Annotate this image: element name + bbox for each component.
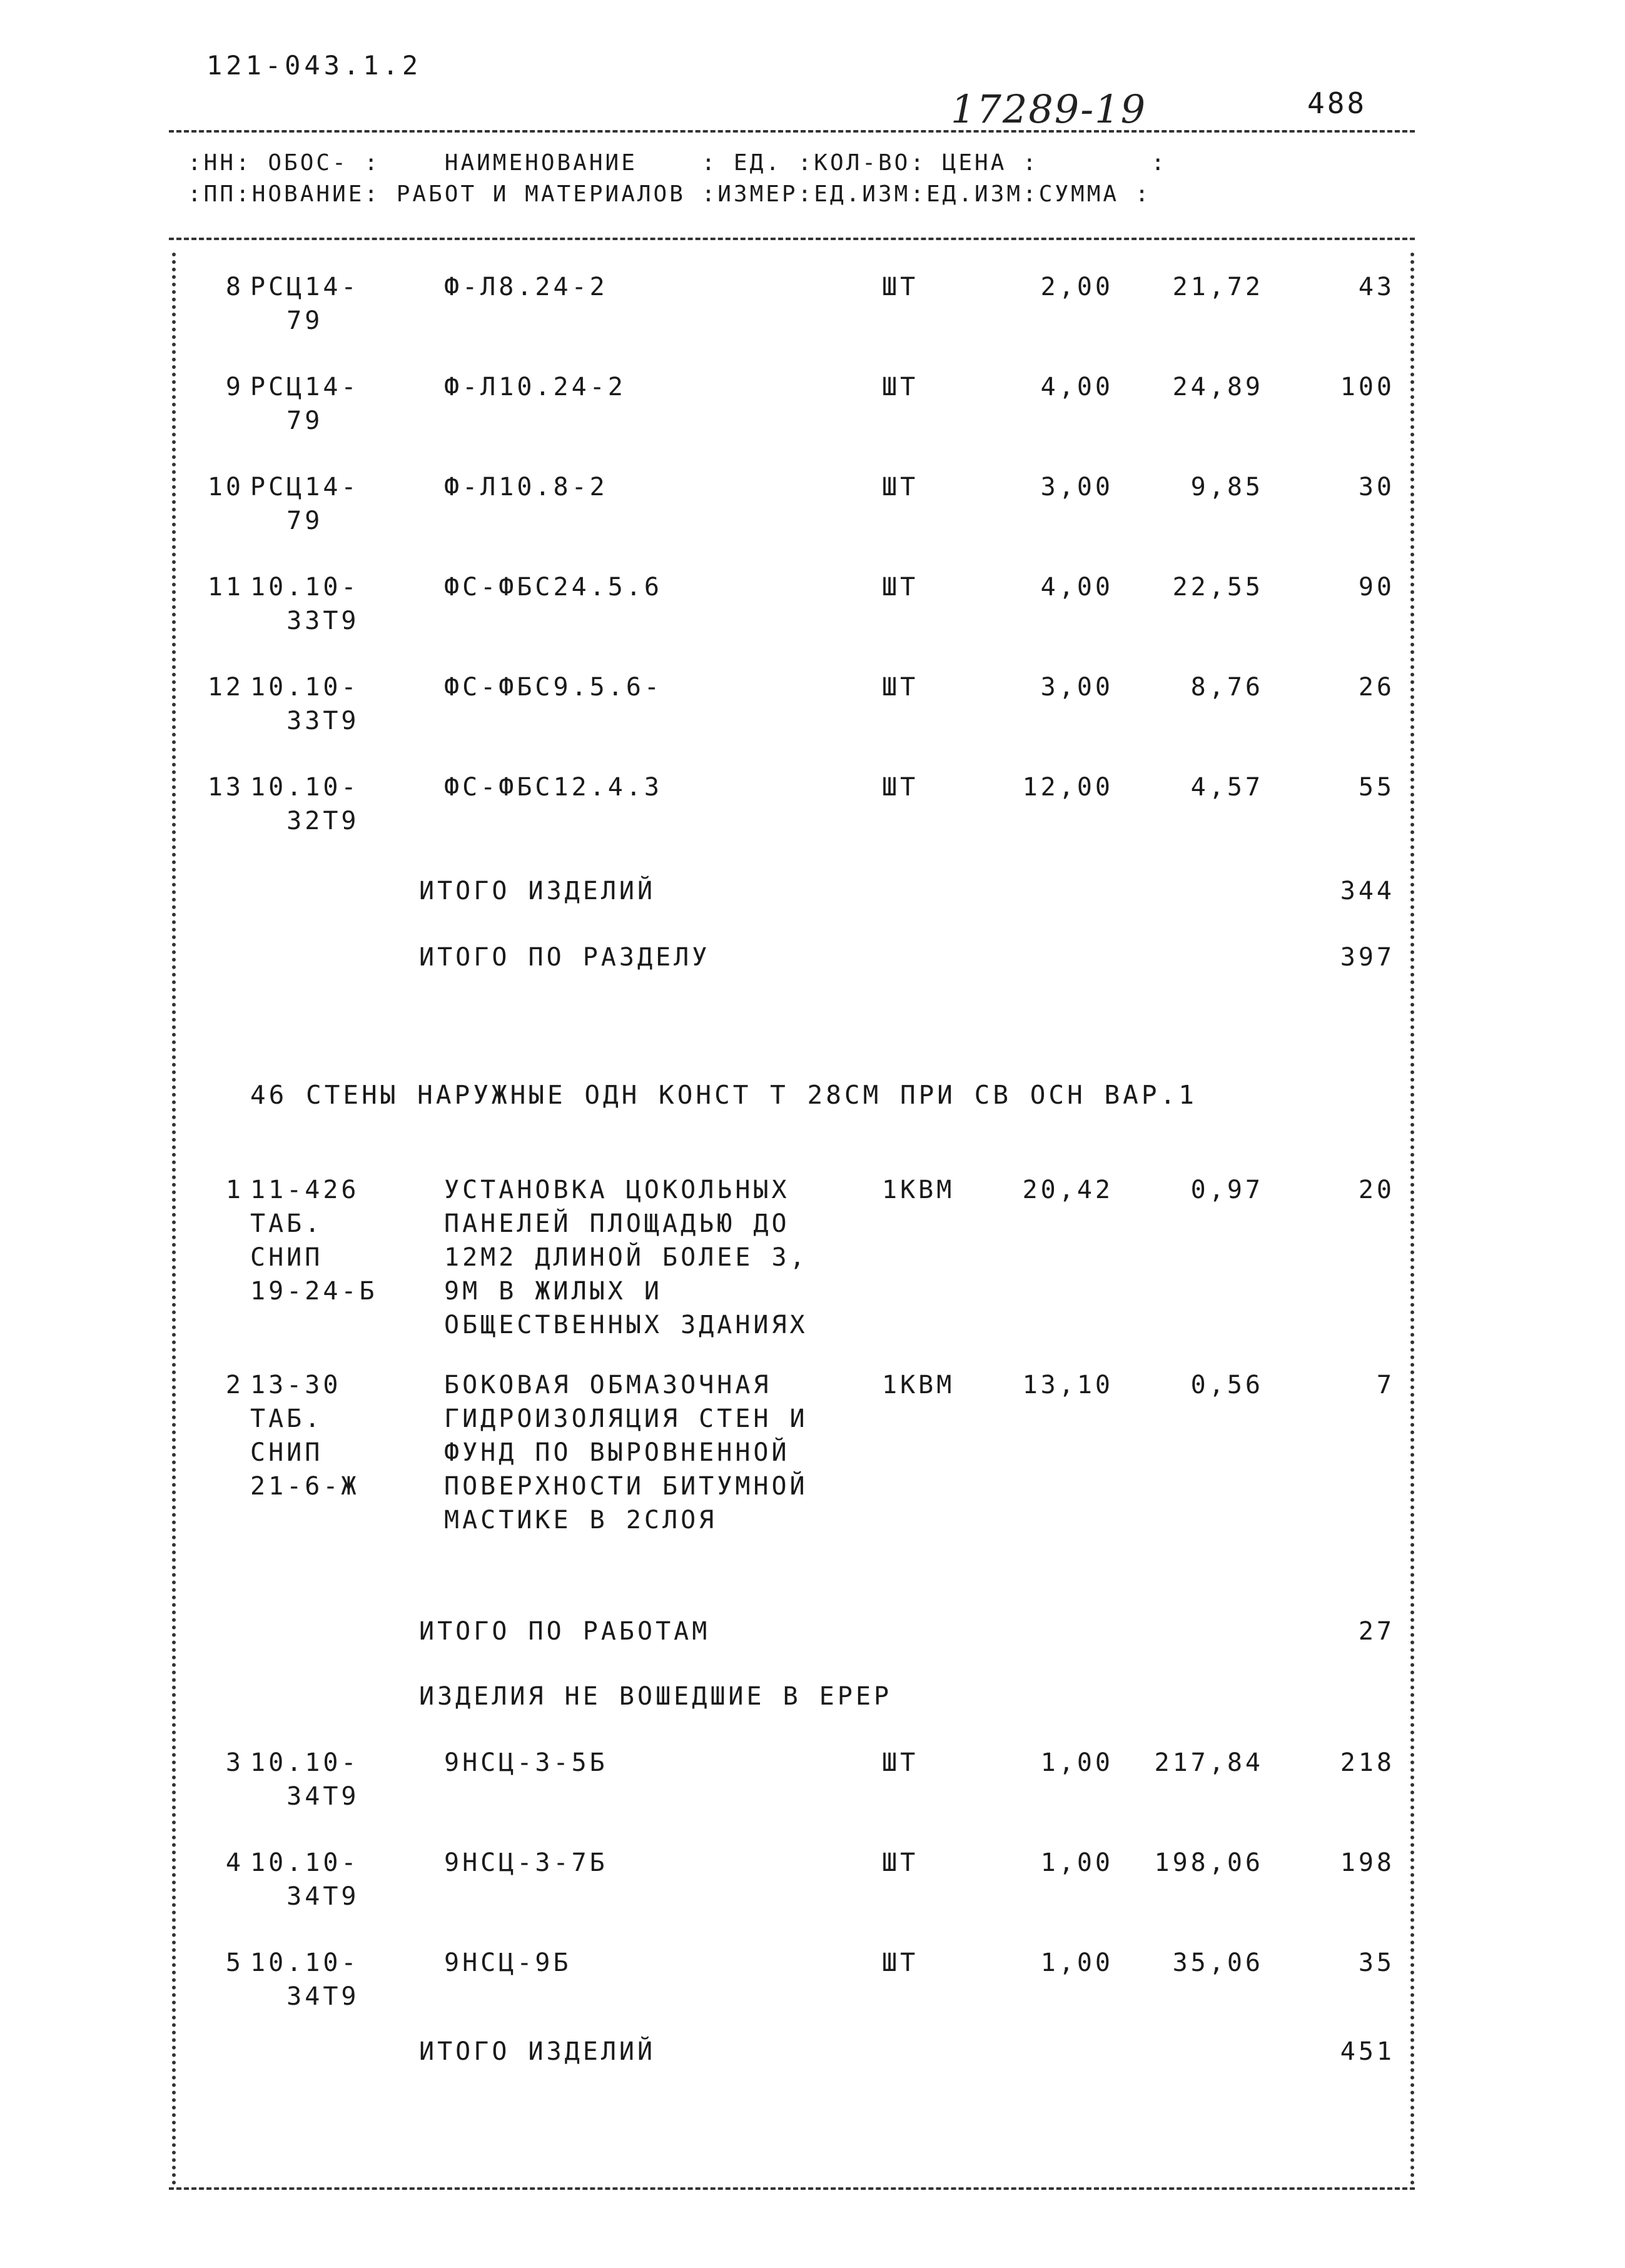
justification-code: РСЦ14- 79 [250,473,360,535]
item-name: ФС-ФБС12.4.3 [444,773,662,802]
item-name: ФС-ФБС24.5.6 [444,573,662,602]
total-sum: 27 [1358,1617,1395,1646]
row-sum: 198 [1340,1848,1395,1877]
row-number: 4 [225,1848,244,1877]
row-number: 3 [225,1748,244,1777]
unit: ШТ [882,473,919,501]
row-sum: 30 [1358,473,1395,501]
row-sum: 218 [1340,1748,1395,1777]
total-label: ИТОГО ИЗДЕЛИЙ [419,877,656,905]
justification-code: РСЦ14- 79 [250,273,360,335]
row-number: 10 [207,473,244,501]
item-name: ФС-ФБС9.5.6- [444,673,662,702]
unit-price: 35,06 [1172,1948,1263,1977]
quantity: 1,00 [1040,1748,1113,1777]
justification-code: РСЦ14- 79 [250,373,360,435]
unit-price: 22,55 [1172,573,1263,602]
row-sum: 7 [1376,1371,1395,1399]
quantity: 1,00 [1040,1848,1113,1877]
justification-code: 10.10- 32Т9 [250,773,360,835]
unit: ШТ [882,273,919,301]
row-number: 2 [225,1371,244,1399]
unit-price: 9,85 [1190,473,1263,501]
row-sum: 100 [1340,373,1395,401]
item-name: Ф-Л10.24-2 [444,373,626,401]
unit-price: 21,72 [1172,273,1263,301]
item-name: УСТАНОВКА ЦОКОЛЬНЫХ ПАНЕЛЕЙ ПЛОЩАДЬЮ ДО 12М2 ДЛИНОЙ БОЛЕЕ 3, 9М В ЖИЛЫХ И ОБЩЕСТВЕННЫХ ЗДАНИЯХ [444,1176,808,1339]
justification-code: 10.10- 34Т9 [250,1748,360,1811]
row-sum: 20 [1358,1176,1395,1204]
unit: 1КВМ [882,1371,955,1399]
unit-price: 0,56 [1190,1371,1263,1399]
total-sum: 451 [1340,2037,1395,2066]
total-sum: 344 [1340,877,1395,905]
total-label: ИТОГО ПО РАЗДЕЛУ [419,943,711,972]
header-line-1: :НН: ОБОС- : НАИМЕНОВАНИЕ : ЕД. :КОЛ-ВО: ЦЕНА : : [188,150,1168,176]
item-name: 9НСЦ-9Б [444,1948,572,1977]
quantity: 13,10 [1022,1371,1113,1399]
justification-code: 11-426 ТАБ. СНИП 19-24-Б [250,1176,378,1306]
item-name: 9НСЦ-3-5Б [444,1748,608,1777]
row-number: 12 [207,673,244,702]
row-sum: 90 [1358,573,1395,602]
header-line-2: :ПП:НОВАНИЕ: РАБОТ И МАТЕРИАЛОВ :ИЗМЕР:ЕД.ИЗМ:ЕД.ИЗМ:СУММА : [188,181,1152,207]
item-name: 9НСЦ-3-7Б [444,1848,608,1877]
item-name: БОКОВАЯ ОБМАЗОЧНАЯ ГИДРОИЗОЛЯЦИЯ СТЕН И ФУНД ПО ВЫРОВНЕННОЙ ПОВЕРХНОСТИ БИТУМНОЙ МАСТИКЕ В 2СЛОЯ [444,1371,808,1535]
unit: ШТ [882,373,919,401]
item-name: Ф-Л8.24-2 [444,273,608,301]
page-number: 488 [1307,86,1367,120]
quantity: 4,00 [1040,373,1113,401]
row-number: 9 [225,373,244,401]
bottom-divider [169,2187,1415,2190]
quantity: 4,00 [1040,573,1113,602]
quantity: 12,00 [1022,773,1113,802]
left-border [172,253,176,2186]
row-sum: 55 [1358,773,1395,802]
unit: ШТ [882,573,919,602]
unit: ШТ [882,1948,919,1977]
unit-price: 8,76 [1190,673,1263,702]
unit-price: 198,06 [1154,1848,1263,1877]
unit-price: 4,57 [1190,773,1263,802]
quantity: 3,00 [1040,673,1113,702]
unit: ШТ [882,1848,919,1877]
quantity: 3,00 [1040,473,1113,501]
row-sum: 26 [1358,673,1395,702]
unit: ШТ [882,773,919,802]
header-divider [169,238,1415,240]
right-border [1410,253,1414,2186]
item-name: Ф-Л10.8-2 [444,473,608,501]
unit-price: 24,89 [1172,373,1263,401]
items-not-included-label: ИЗДЕЛИЯ НЕ ВОШЕДШИЕ В ЕРЕР [419,1682,893,1711]
top-divider [169,130,1415,133]
quantity: 1,00 [1040,1948,1113,1977]
row-sum: 35 [1358,1948,1395,1977]
unit: ШТ [882,673,919,702]
unit-price: 217,84 [1154,1748,1263,1777]
row-number: 1 [225,1176,244,1204]
unit-price: 0,97 [1190,1176,1263,1204]
handwritten-number: 17289-19 [951,86,1147,132]
section-title: 46 СТЕНЫ НАРУЖНЫЕ ОДН КОНСТ Т 28СМ ПРИ СВ ОСН ВАР.1 [250,1080,1197,1110]
row-sum: 43 [1358,273,1395,301]
row-number: 11 [207,573,244,602]
justification-code: 10.10- 33Т9 [250,573,360,635]
unit: 1КВМ [882,1176,955,1204]
row-number: 8 [225,273,244,301]
row-number: 5 [225,1948,244,1977]
unit: ШТ [882,1748,919,1777]
quantity: 20,42 [1022,1176,1113,1204]
quantity: 2,00 [1040,273,1113,301]
estimate-table [169,130,1415,2192]
justification-code: 13-30 ТАБ. СНИП 21-6-Ж [250,1371,360,1501]
justification-code: 10.10- 34Т9 [250,1948,360,2011]
total-label: ИТОГО ПО РАБОТАМ [419,1617,711,1646]
justification-code: 10.10- 34Т9 [250,1848,360,1911]
row-number: 13 [207,773,244,802]
total-label: ИТОГО ИЗДЕЛИЙ [419,2037,656,2066]
justification-code: 10.10- 33Т9 [250,673,360,735]
total-sum: 397 [1340,943,1395,972]
document-code: 121-043.1.2 [206,50,422,81]
